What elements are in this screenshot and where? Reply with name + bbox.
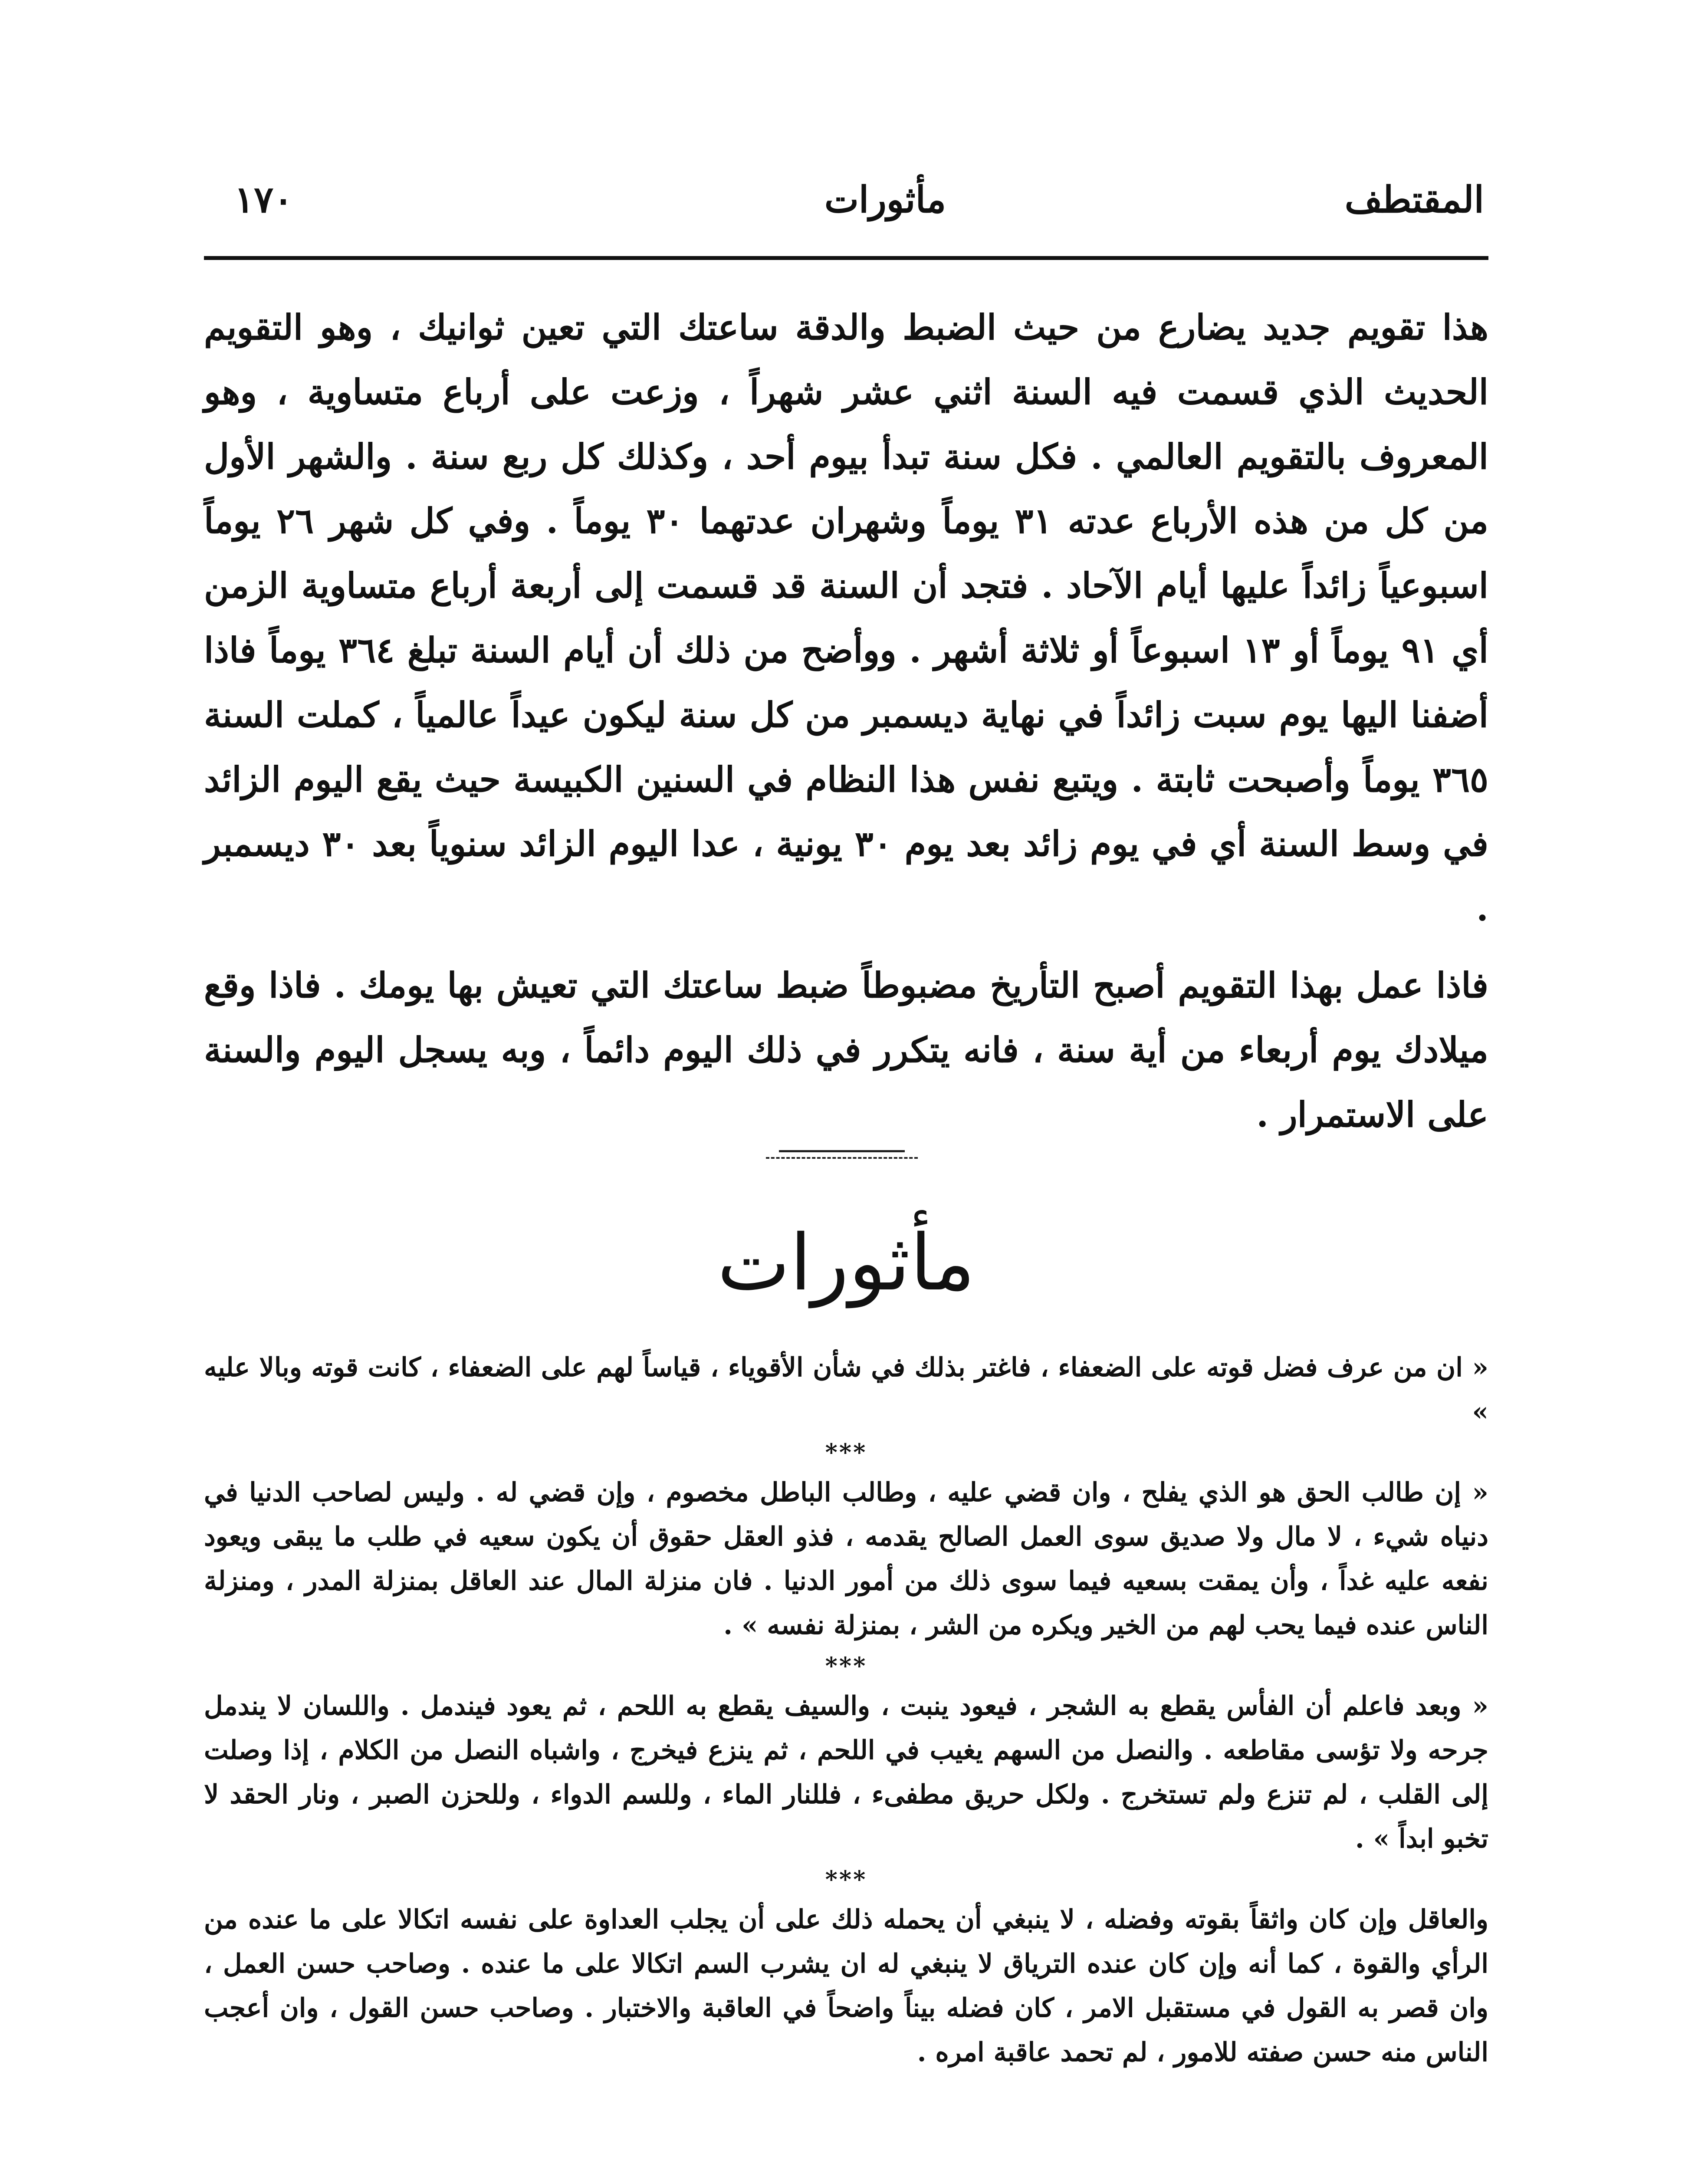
maxims-section <box>204 1345 1488 2075</box>
journal-name: المقتطف <box>1344 178 1484 221</box>
running-head <box>234 167 1484 232</box>
section-divider <box>766 1150 918 1163</box>
page-number: ١٧٠ <box>234 178 293 221</box>
maxim: « إن طالب الحق هو الذي يفلح ، وان قضي عليه ، وطالب الباطل مخصوم ، وإن قضي له . وليس لصاحب الدنيا في دنياه شيء ، لا مال ولا صديق سوى العمل الصالح يقدمه ، فذو العقل حقوق أن يكون سعيه في طلب ما يبقى ويعود نفعه عليه غداً ، وأن يمقت بسعيه فيما سوى ذلك من أمور الدنيا . فان منزلة المال عند العاقل بمنزلة المدر ، ومنزلة الناس عنده فيما يحب لهم من الخير ويكره من الشر ، بمنزلة نفسه » . <box>204 1477 1488 1641</box>
maxim: « وبعد فاعلم أن الفأس يقطع به الشجر ، فيعود ينبت ، والسيف يقطع به اللحم ، ثم يعود فيندمل . واللسان لا يندمل جرحه ولا تؤسى مقاطعه . والنصل من السهم يغيب في اللحم ، ثم ينزع فيخرج ، واشباه النصل من الكلام ، إذا وصلت إلى القلب ، لم تنزع ولم تستخرج . ولكل حريق مطفىء ، فللنار الماء ، وللسم الدواء ، وللحزن الصبر ، ونار الحقد لا تخبو ابداً » . <box>204 1691 1488 1854</box>
section-title: مأثورات <box>717 1218 976 1308</box>
article-paragraph: هذا تقويم جديد يضارع من حيث الضبط والدقة ساعتك التي تعين ثوانيك ، وهو التقويم الحديث الذي قسمت فيه السنة اثني عشر شهراً ، وزعت على أرباع متساوية ، وهو المعروف بالتقويم العالمي . فكل سنة تبدأ بيوم أحد ، وكذلك كل ربع سنة . والشهر الأول من كل من هذه الأرباع عدته ٣١ يوماً وشهران عدتهما ٣٠ يوماً . وفي كل شهر ٢٦ يوماً اسبوعياً زائداً عليها أيام الآحاد . فتجد أن السنة قد قسمت إلى أربعة أرباع متساوية الزمن أي ٩١ يوماً أو ١٣ اسبوعاً أو ثلاثة أشهر . ووأضح من ذلك أن أيام السنة تبلغ ٣٦٤ يوماً فاذا أضفنا اليها يوم سبت زائداً في نهاية ديسمبر من كل سنة ليكون عيداً عالمياً ، كملت السنة ٣٦٥ يوماً وأصبحت ثابتة . ويتبع نفس هذا النظام في السنين الكبيسة حيث يقع اليوم الزائد في وسط السنة أي في يوم زائد بعد يوم ٣٠ يونية ، عدا اليوم الزائد سنوياً بعد ٣٠ ديسمبر . <box>204 307 1489 929</box>
maxim: « ان من عرف فضل قوته على الضعفاء ، فاغتر بذلك في شأن الأقوياء ، قياساً لهم على الضعفاء ، كانت قوته وبالا عليه » <box>204 1352 1488 1427</box>
header-rule <box>204 256 1488 260</box>
article-paragraph: فاذا عمل بهذا التقويم أصبح التأريخ مضبوطاً ضبط ساعتك التي تعيش بها يومك . فاذا وقع ميلادك يوم أربعاء من أية سنة ، فانه يتكرر في ذلك اليوم دائماً ، وبه يسجل اليوم والسنة على الاستمرار . <box>204 964 1489 1135</box>
maxim: والعاقل وإن كان واثقاً بقوته وفضله ، لا ينبغي أن يحمله ذلك على أن يجلب العداوة على نفسه اتكالا على ما عنده من الرأي والقوة ، كما أنه وإن كان عنده الترياق لا ينبغي له ان يشرب السم اتكالا على ما عنده . وصاحب حسن العمل ، وان قصر به القول في مستقبل الامر ، كان فضله بيناً واضحاً في العاقبة والاختبار . وصاحب حسن القول ، وان أعجب الناس منه حسن صفته للامور ، لم تحمد عاقبة امره . <box>204 1904 1488 2068</box>
star-separator: *** <box>825 1438 867 1466</box>
star-separator: *** <box>825 1652 867 1680</box>
calendar-article <box>204 295 1488 1147</box>
running-head-section: مأثورات <box>824 178 946 221</box>
star-separator: *** <box>825 1865 867 1893</box>
